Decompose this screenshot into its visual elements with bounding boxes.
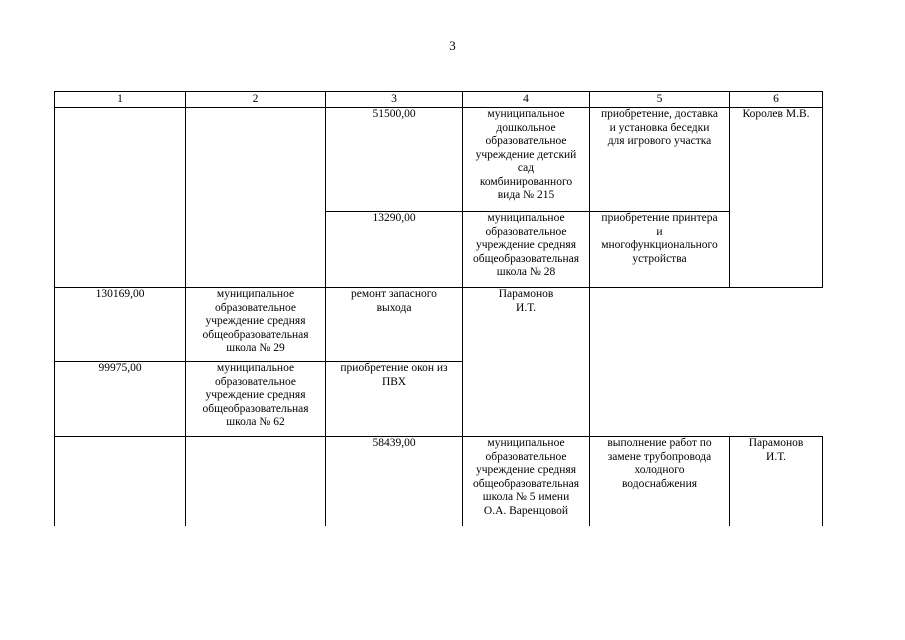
institution-cell (463, 108, 590, 212)
institution-cell (463, 212, 590, 288)
table-row (55, 362, 823, 437)
column-header: 5 (590, 92, 730, 108)
responsible-cell (730, 437, 823, 526)
cell-line: выхода (376, 301, 412, 314)
institution-cell (463, 437, 590, 526)
amount-cell: 130169,00 (55, 288, 186, 362)
column-header: 2 (186, 92, 326, 108)
cell-line: школа № 28 (496, 266, 556, 278)
cell-line: образовательное (485, 135, 567, 147)
cell-line: выполнение работ по (607, 437, 712, 449)
cell-line: ПВХ (382, 375, 406, 388)
cell-line: образовательное (214, 301, 297, 314)
cell-line: многофункционального (601, 239, 718, 251)
cell-line: Парамонов (498, 288, 554, 300)
institution-cell (186, 288, 326, 362)
cell-line: учреждение средняя (476, 464, 576, 476)
cell-line: образовательное (485, 450, 567, 463)
table-row (55, 437, 823, 526)
column-header: 6 (730, 92, 823, 108)
cell-line: учреждение детский (475, 148, 577, 161)
cell-line: дошкольное (496, 121, 556, 134)
amount-cell: 13290,00 (326, 212, 463, 288)
cell-line: и установка беседки (609, 121, 710, 134)
cell-line: муниципальное (487, 108, 565, 120)
cell-line: общеобразовательная (473, 252, 579, 265)
cell-line: образовательное (485, 225, 567, 238)
cell-line: приобретение окон из (340, 362, 448, 374)
cell-line: и (656, 225, 663, 238)
purpose-cell (590, 212, 730, 288)
table-row (55, 288, 823, 362)
cell-line: вида № 215 (497, 189, 555, 201)
cell-line: ремонт запасного (351, 288, 437, 300)
cell-line: муниципальное (487, 212, 565, 224)
institution-cell (186, 362, 326, 437)
responsible-cell (730, 108, 823, 288)
cell-line: учреждение средняя (205, 315, 306, 327)
purpose-cell (326, 362, 463, 437)
responsible-cell (463, 288, 590, 437)
table-row (55, 108, 823, 212)
group-col2-cell (186, 108, 326, 288)
amount-cell: 51500,00 (326, 108, 463, 212)
cell-line: холодного (634, 464, 685, 476)
amount-cell: 58439,00 (326, 437, 463, 526)
group-col1-cell (55, 437, 186, 526)
cell-line: учреждение средняя (476, 239, 576, 251)
cell-line: общеобразовательная (473, 477, 579, 490)
page-number: 3 (449, 38, 456, 53)
amount-cell: 99975,00 (55, 362, 186, 437)
cell-line: устройства (632, 252, 687, 265)
cell-line: сад (517, 162, 535, 174)
group-col1-cell (55, 108, 186, 288)
cell-line: школа № 62 (226, 416, 285, 428)
cell-line: Королев М.В. (742, 108, 810, 120)
cell-line: образовательное (214, 375, 297, 388)
column-header: 4 (463, 92, 590, 108)
column-header: 1 (55, 92, 186, 108)
funding-table (54, 91, 823, 526)
cell-line: Парамонов (748, 437, 804, 449)
cell-line: учреждение средняя (205, 389, 306, 401)
cell-line: водоснабжения (621, 477, 698, 490)
cell-line: И.Т. (516, 301, 536, 314)
cell-line: общеобразовательная (202, 328, 309, 341)
cell-line: приобретение принтера (601, 212, 718, 224)
purpose-cell (326, 288, 463, 362)
cell-line: школа № 5 имени (482, 491, 570, 503)
cell-line: О.А. Варенцовой (483, 504, 569, 517)
cell-line: муниципальное (216, 362, 295, 374)
cell-line: И.Т. (766, 450, 786, 463)
cell-line: школа № 29 (226, 342, 285, 354)
group-col2-cell (186, 437, 326, 526)
cell-line: общеобразовательная (202, 402, 309, 415)
cell-line: муниципальное (216, 288, 295, 300)
cell-line: для игрового участка (607, 135, 712, 147)
cell-line: замене трубопровода (607, 450, 712, 463)
column-header: 3 (326, 92, 463, 108)
column-number-row (55, 92, 823, 108)
purpose-cell (590, 108, 730, 212)
cell-line: приобретение, доставка (600, 108, 719, 120)
purpose-cell (590, 437, 730, 526)
cell-line: комбинированного (479, 175, 573, 188)
cell-line: муниципальное (487, 437, 565, 449)
